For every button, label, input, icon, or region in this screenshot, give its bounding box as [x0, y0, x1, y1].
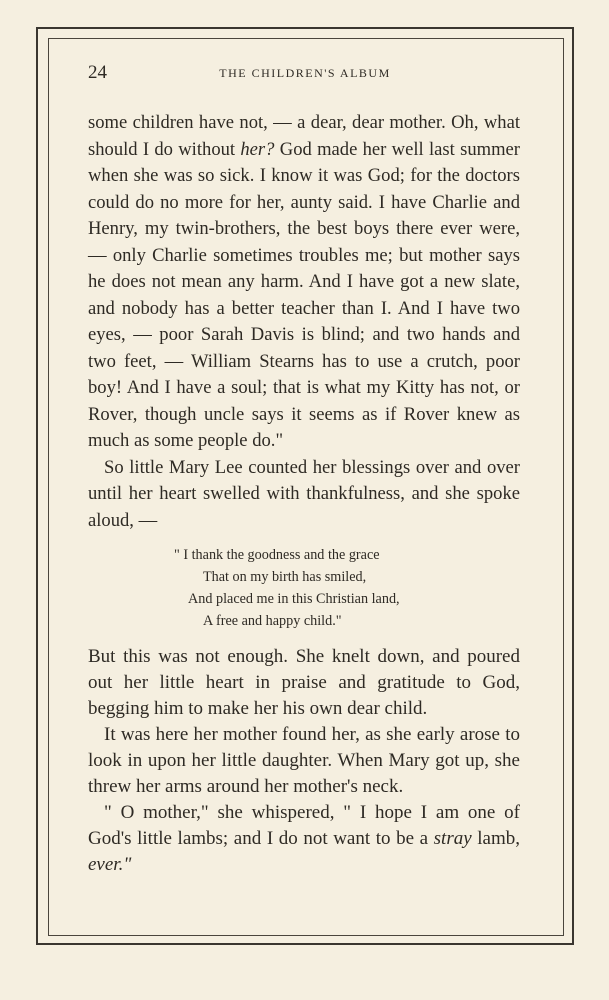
- page-header: [88, 62, 522, 86]
- poem-line: A free and happy child.": [203, 613, 342, 629]
- paragraph-5-part-a: " O mother," she whispered, " I hope I am one of God's little lambs; and I do not want to be a: [88, 802, 520, 849]
- paragraph-4: It was here her mother found her, as she early arose to look in upon her little daughter. When Mary got up, she threw her arms around her mother's neck.: [88, 724, 520, 797]
- poem-line: That on my birth has smiled,: [203, 569, 367, 585]
- poem-stanza: [88, 544, 520, 632]
- page-number: 24: [88, 62, 107, 83]
- paragraph-5-part-b: lamb,: [471, 828, 520, 849]
- paragraph-2: So little Mary Lee counted her blessings over and over until her heart swelled with thankfulness, and she spoke aloud, —: [88, 456, 520, 531]
- paragraph-5: [88, 800, 520, 878]
- paragraph-1-part-a: some children have not, — a dear, dear mother. Oh, what should I do without: [88, 112, 520, 160]
- paragraph-1: [88, 110, 520, 455]
- running-title: THE CHILDREN'S ALBUM: [219, 66, 391, 80]
- paragraph-1-emphasis: her?: [240, 138, 275, 160]
- paragraph-5-emphasis-ever: ever.": [88, 854, 132, 875]
- body-text: [88, 110, 520, 878]
- paragraph-5-emphasis-stray: stray: [433, 828, 472, 849]
- paragraph-3: But this was not enough. She knelt down, and poured out her little heart in praise and gratitude to God, begging him to make her his own dear child.: [88, 646, 520, 719]
- poem-line: " I thank the goodness and the grace: [174, 547, 380, 563]
- paragraph-1-part-b: God made her well last summer when she was so sick. I know it was God; for the doctors could do no more for her, aunty said. I have Charlie and Henry, my twin-brothers, the best boys there ever were, — only Charlie sometimes troubles me; but mother says he does not mean any harm. And I have got a new slate, and nobody has a better teacher than I. And I have two eyes, — poor Sarah Davis is blind; and two hands and two feet, — William Stearns has to use a crutch, poor boy! And I have a soul; that is what my Kitty has not, or Rover, though uncle says it seems as if Rover knew as much as some people do.": [88, 138, 520, 451]
- poem-line: And placed me in this Christian land,: [188, 591, 400, 607]
